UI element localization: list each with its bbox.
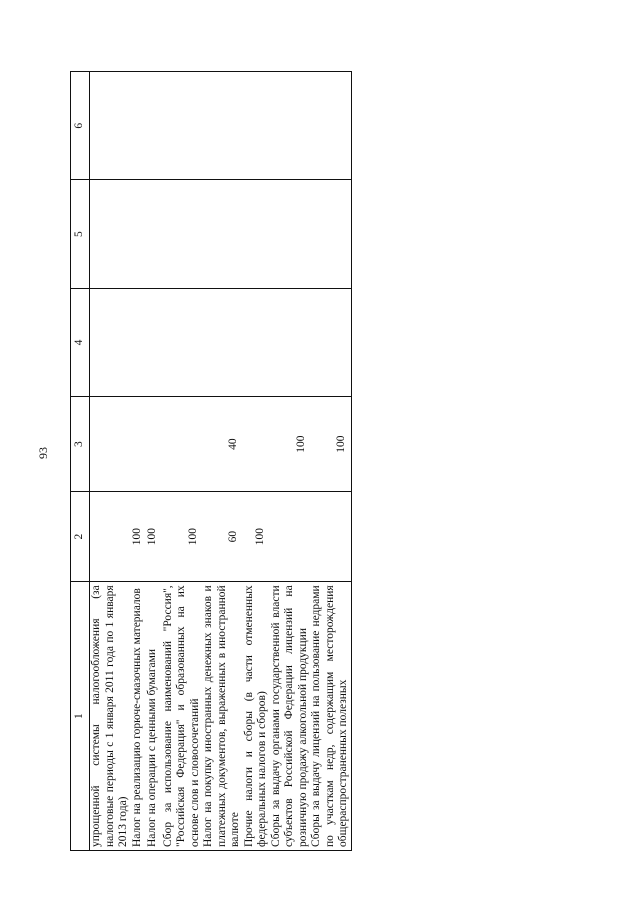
column-header-5: 5: [71, 180, 90, 288]
value-col-5: [270, 180, 311, 288]
column-header-4: 4: [71, 288, 90, 396]
value-col-4: [243, 288, 270, 396]
page-number: 93: [35, 447, 50, 459]
column-header-1: 1: [71, 582, 90, 851]
value-col-6: [146, 72, 162, 180]
row-name: Сборы за выдачу органами государственной власти субъектов Российской Федерации лицензий на розничную продажу алкогольной продукции: [270, 582, 311, 851]
value-col-4: [131, 288, 147, 396]
table-header-row: [71, 72, 90, 851]
tax-distribution-table: [70, 71, 352, 851]
value-col-3: [146, 397, 162, 492]
value-col-3: [162, 397, 203, 492]
value-col-6: [90, 72, 131, 180]
value-col-3: 40: [202, 397, 243, 492]
column-header-2: 2: [71, 492, 90, 582]
value-col-2: [310, 492, 351, 582]
table-row: [270, 72, 311, 851]
table-row: [243, 72, 270, 851]
value-col-6: [310, 72, 351, 180]
value-col-2: [90, 492, 131, 582]
value-col-6: [243, 72, 270, 180]
value-col-2: 100: [131, 492, 147, 582]
value-col-5: [162, 180, 203, 288]
table-row: [131, 72, 147, 851]
row-name: Сбор за использование наименований "Россия", "Российская Федерация" и образованных на их основе слов и словосочетаний: [162, 582, 203, 851]
table-row: [202, 72, 243, 851]
value-col-4: [162, 288, 203, 396]
row-name: Налог на операции с ценными бумагами: [146, 582, 162, 851]
value-col-5: [131, 180, 147, 288]
value-col-6: [202, 72, 243, 180]
row-name: упрощенной системы налогообложения (за налоговые периоды с 1 января 2011 года по 1 января 2013 года): [90, 582, 131, 851]
value-col-2: 100: [162, 492, 203, 582]
value-col-5: [310, 180, 351, 288]
value-col-3: 100: [270, 397, 311, 492]
value-col-2: 100: [243, 492, 270, 582]
value-col-4: [90, 288, 131, 396]
value-col-5: [90, 180, 131, 288]
column-header-3: 3: [71, 397, 90, 492]
column-header-6: 6: [71, 72, 90, 180]
table-row: [90, 72, 131, 851]
value-col-3: [131, 397, 147, 492]
value-col-3: 100: [310, 397, 351, 492]
value-col-5: [202, 180, 243, 288]
row-name: Налог на покупку иностранных денежных знаков и платежных документов, выраженных в иностранной валюте: [202, 582, 243, 851]
row-name: Сборы за выдачу лицензий на пользование недрами по участкам недр, содержащим месторождения общераспространенных полезных: [310, 582, 351, 851]
value-col-4: [270, 288, 311, 396]
value-col-2: 60: [202, 492, 243, 582]
value-col-4: [310, 288, 351, 396]
value-col-6: [270, 72, 311, 180]
value-col-6: [131, 72, 147, 180]
table-row: [162, 72, 203, 851]
value-col-2: 100: [146, 492, 162, 582]
table-row: [146, 72, 162, 851]
row-name: Прочие налоги и сборы (в части отмененных федеральных налогов и сборов): [243, 582, 270, 851]
value-col-4: [202, 288, 243, 396]
row-name: Налог на реализацию горюче-смазочных материалов: [131, 582, 147, 851]
rotated-page-content: [70, 71, 605, 851]
value-col-5: [146, 180, 162, 288]
value-col-3: [90, 397, 131, 492]
table-row: [310, 72, 351, 851]
value-col-5: [243, 180, 270, 288]
value-col-4: [146, 288, 162, 396]
value-col-6: [162, 72, 203, 180]
value-col-3: [243, 397, 270, 492]
value-col-2: [270, 492, 311, 582]
